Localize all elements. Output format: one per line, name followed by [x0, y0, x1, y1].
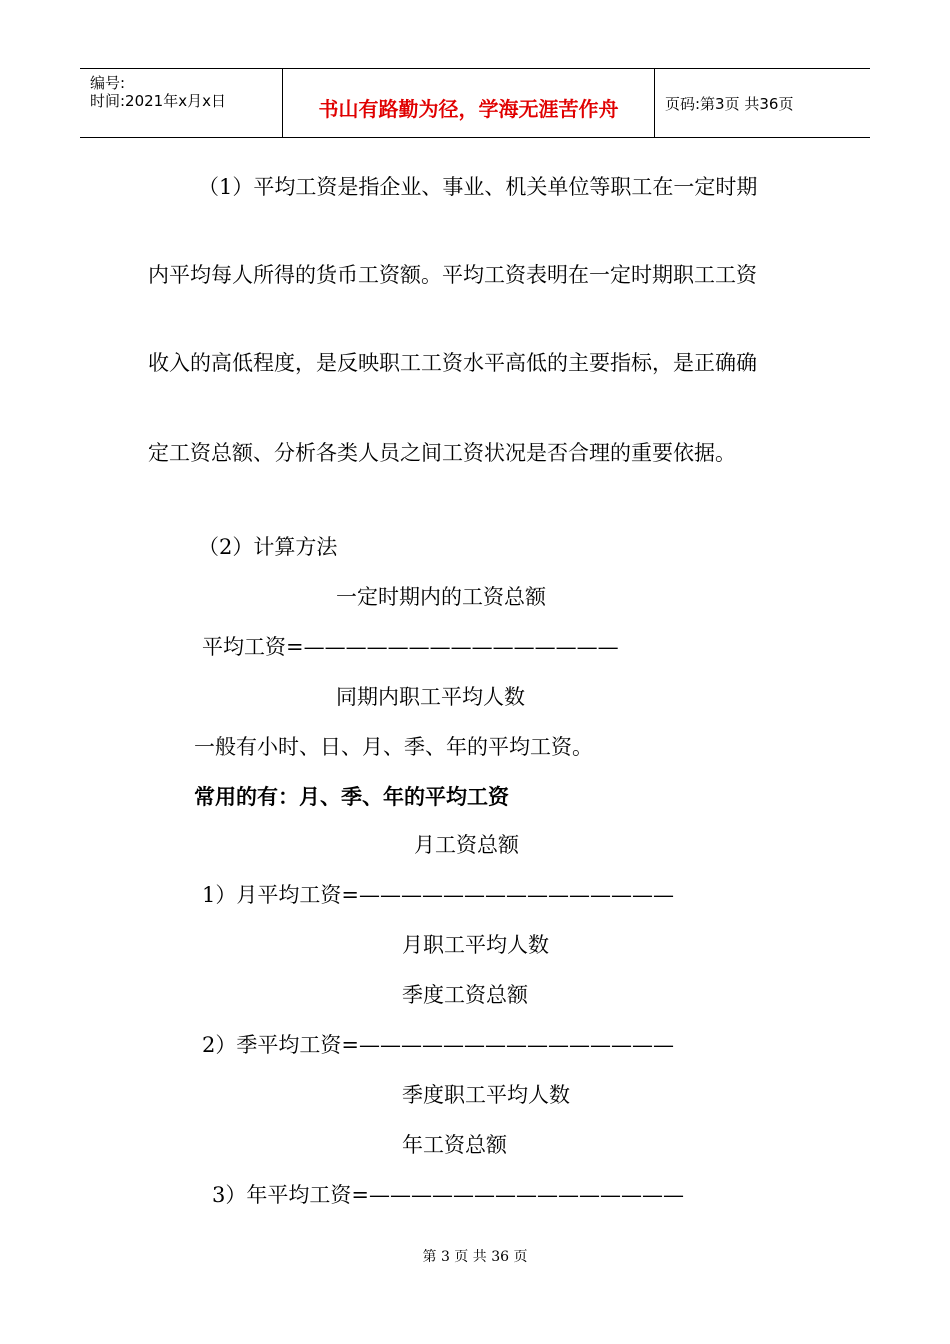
formula-0-equation: 平均工资=——————————————— — [202, 635, 619, 659]
paragraph-1-line-1: （1）平均工资是指企业、事业、机关单位等职工在一定时期 — [198, 175, 758, 199]
formula-3-equation: 3）年平均工资=——————————————— — [212, 1183, 684, 1207]
paragraph-1-line-4: 定工资总额、分析各类人员之间工资状况是否合理的重要依据。 — [148, 441, 736, 465]
header-table — [80, 68, 870, 138]
paragraph-1-line-3: 收入的高低程度，是反映职工工资水平高低的主要指标，是正确确 — [148, 351, 757, 375]
header-meta-cell — [80, 69, 283, 137]
formula-3-numerator: 年工资总额 — [402, 1133, 507, 1157]
page-info: 页码:第3页 共36页 — [665, 95, 794, 113]
method-heading: （2）计算方法 — [198, 535, 338, 559]
formula-0-numerator: 一定时期内的工资总额 — [336, 585, 546, 609]
formula-2-equation: 2）季平均工资=——————————————— — [202, 1033, 674, 1057]
page-footer: 第 3 页 共 36 页 — [422, 1249, 528, 1265]
formula-2-numerator: 季度工资总额 — [402, 983, 528, 1007]
formula-1-denominator: 月职工平均人数 — [402, 933, 549, 957]
formula-1-equation: 1）月平均工资=——————————————— — [202, 883, 674, 907]
formula-1-numerator: 月工资总额 — [414, 833, 519, 857]
general-text: 一般有小时、日、月、季、年的平均工资。 — [194, 735, 593, 759]
formula-0-denominator: 同期内职工平均人数 — [336, 685, 525, 709]
slogan: 书山有路勤为径，学海无涯苦作舟 — [318, 97, 619, 121]
paragraph-1-line-2: 内平均每人所得的货币工资额。平均工资表明在一定时期职工工资 — [148, 263, 757, 287]
time-label: 时间:2021年x月x日 — [90, 92, 226, 110]
slogan-cell — [283, 69, 655, 137]
number-label: 编号: — [90, 74, 126, 92]
formula-2-denominator: 季度职工平均人数 — [402, 1083, 570, 1107]
common-heading: 常用的有：月、季、年的平均工资 — [194, 785, 509, 809]
